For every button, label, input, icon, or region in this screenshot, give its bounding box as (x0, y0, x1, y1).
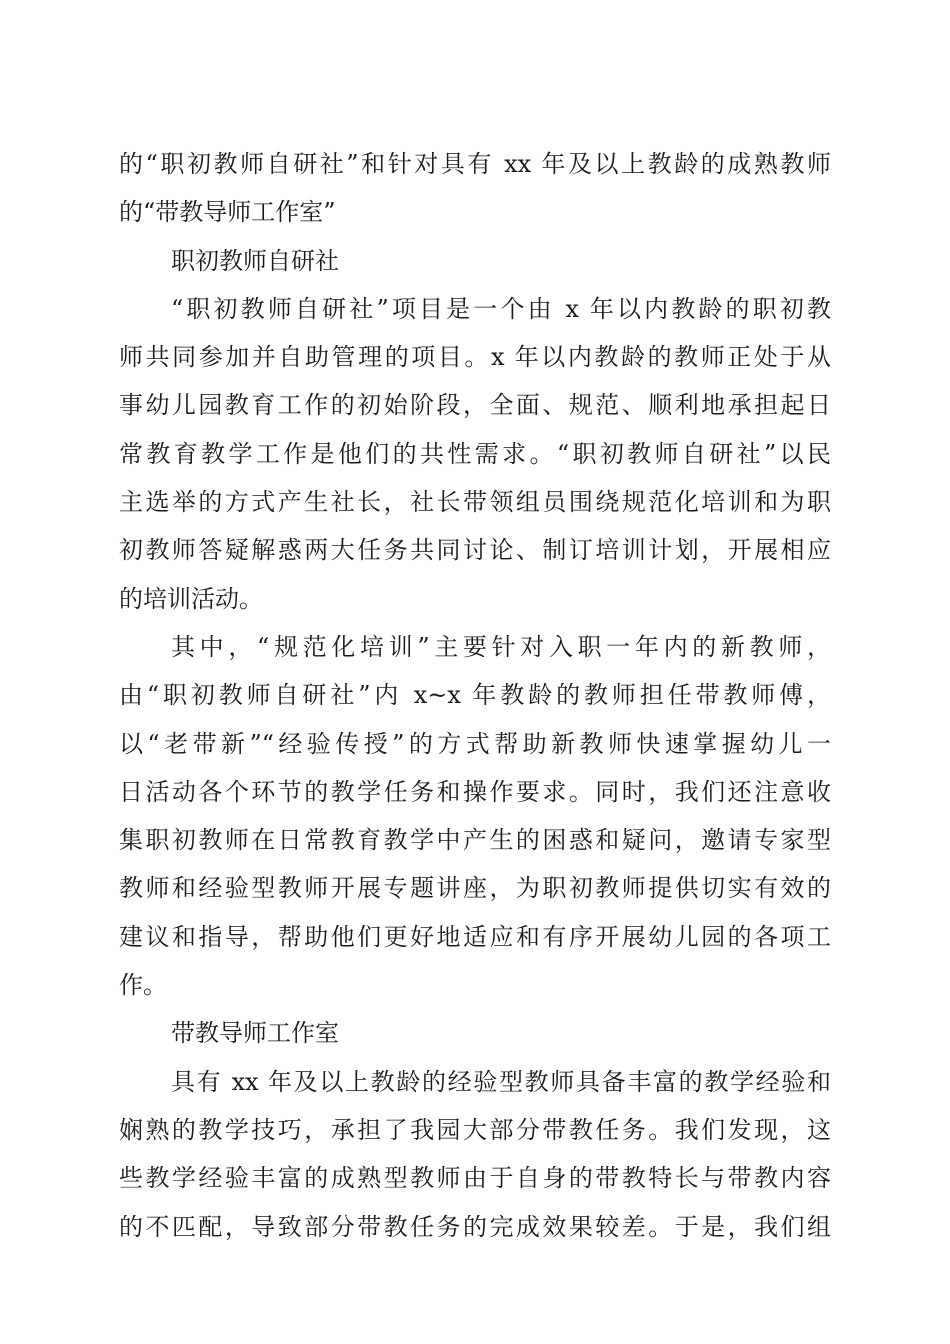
paragraph-line: 具有 xx 年及以上教龄的经验型教师具备丰富的教学经验和 (171, 1067, 831, 1096)
paragraph-line: 的培训活动。 (119, 584, 263, 613)
document-body (119, 140, 831, 1251)
paragraph-line: 常教育教学工作是他们的共性需求。“职初教师自研社”以民 (119, 439, 831, 468)
paragraph-line: 由“职初教师自研社”内 x~x 年教龄的教师担任带教师傅， (119, 681, 831, 710)
paragraph-line: 作。 (119, 971, 167, 1000)
section-heading: 职初教师自研社 (171, 246, 339, 275)
paragraph-line: 教师和经验型教师开展专题讲座，为职初教师提供切实有效的 (119, 874, 831, 903)
paragraph-line: 些教学经验丰富的成熟型教师由于自身的带教特长与带教内容 (119, 1164, 831, 1193)
paragraph-line: 主选举的方式产生社长，社长带领组员围绕规范化培训和为职 (119, 488, 831, 517)
paragraph-line: 以“老带新”“经验传授”的方式帮助新教师快速掌握幼儿一 (119, 729, 831, 758)
paragraph-line: 初教师答疑解惑两大任务共同讨论、制订培训计划，开展相应 (119, 536, 831, 565)
paragraph-line: 师共同参加并自助管理的项目。x 年以内教龄的教师正处于从 (119, 343, 831, 372)
paragraph-line: 建议和指导，帮助他们更好地适应和有序开展幼儿园的各项工 (119, 922, 831, 951)
paragraph-line: 其中，“规范化培训”主要针对入职一年内的新教师， (171, 632, 831, 661)
section-heading: 带教导师工作室 (171, 1019, 339, 1048)
paragraph-line: 娴熟的教学技巧，承担了我园大部分带教任务。我们发现，这 (119, 1115, 831, 1144)
paragraph-line: 的“职初教师自研社”和针对具有 xx 年及以上教龄的成熟教师 (119, 150, 831, 178)
paragraph-line: 的“带教导师工作室” (119, 198, 336, 227)
paragraph-line: 事幼儿园教育工作的初始阶段，全面、规范、顺利地承担起日 (119, 391, 831, 420)
paragraph-line: 集职初教师在日常教育教学中产生的困惑和疑问，邀请专家型 (119, 826, 831, 855)
paragraph-line: “职初教师自研社”项目是一个由 x 年以内教龄的职初教 (171, 294, 831, 323)
paragraph-line: 的不匹配，导致部分带教任务的完成效果较差。于是，我们组 (119, 1212, 831, 1241)
paragraph-line: 日活动各个环节的教学任务和操作要求。同时，我们还注意收 (119, 777, 831, 806)
